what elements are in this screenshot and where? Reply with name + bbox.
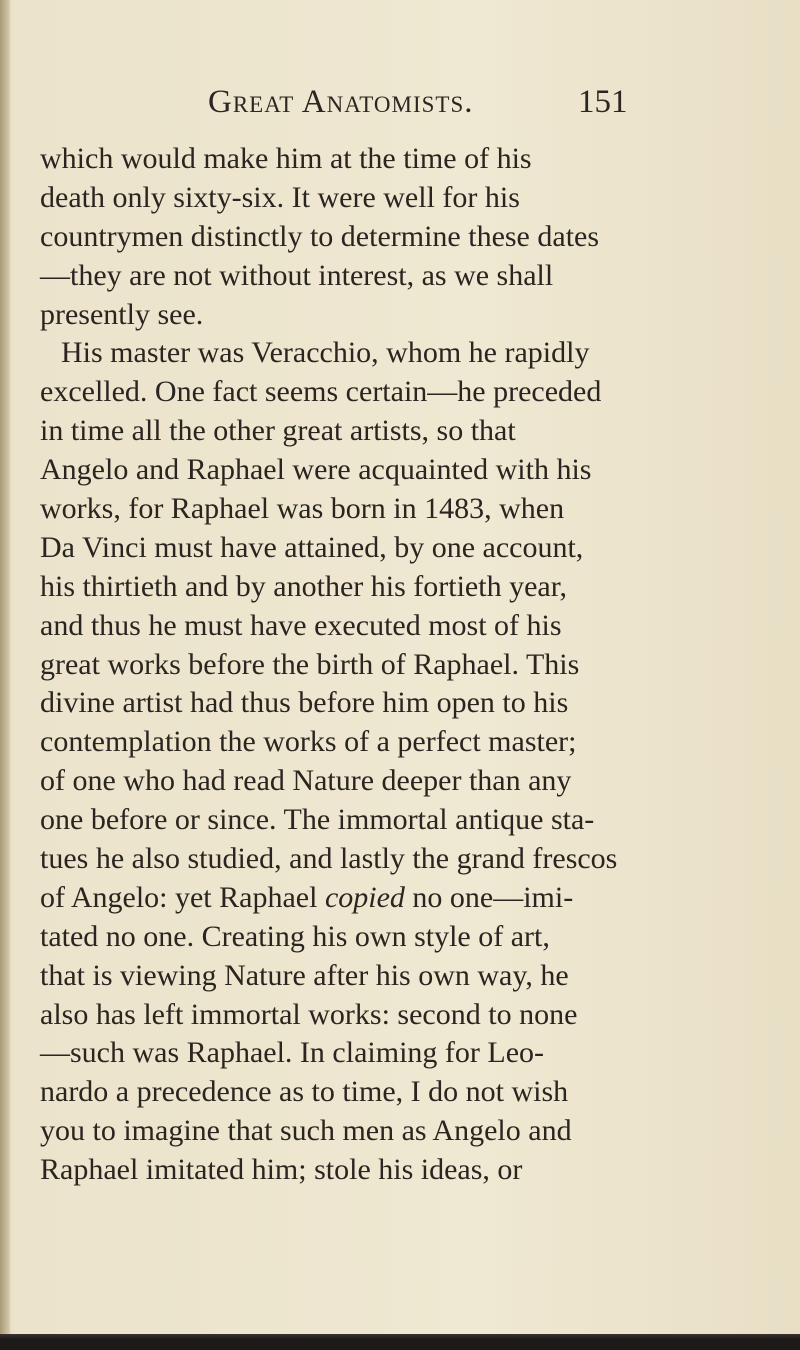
text-line: death only sixty-six. It were well for his <box>40 180 520 214</box>
text-line: Angelo and Raphael were acquainted with his <box>40 453 592 487</box>
text-line: divine artist had thus before him open to his <box>40 686 569 720</box>
text-line: works, for Raphael was born in 1483, when <box>40 492 565 526</box>
text-line: His master was Veracchio, whom he rapidly <box>61 336 590 370</box>
text-line: excelled. One fact seems certain—he preceded <box>40 375 602 409</box>
text-line: —such was Raphael. In claiming for Leo- <box>40 1036 545 1070</box>
text-line: presently see. <box>40 297 204 331</box>
page-gutter-shadow <box>0 0 10 1340</box>
text-line: his thirtieth and by another his fortieth year, <box>40 569 567 603</box>
text-line: countrymen distinctly to determine these dates <box>40 219 600 253</box>
page-number: 151 <box>578 84 628 120</box>
text-line: contemplation the works of a perfect master; <box>40 725 577 759</box>
text-line: Raphael imitated him; stole his ideas, or <box>40 1153 523 1187</box>
italic-word: copied <box>324 880 405 914</box>
text-line: in time all the other great artists, so that <box>40 414 516 448</box>
page-header <box>40 84 800 124</box>
text-line: great works before the birth of Raphael. This <box>40 647 580 681</box>
text-line: you to imagine that such men as Angelo and <box>40 1114 572 1148</box>
text-line: and thus he must have executed most of his <box>40 608 562 642</box>
body-text <box>40 140 790 1190</box>
text-line: that is viewing Nature after his own way, he <box>40 958 569 992</box>
text-line: Da Vinci must have attained, by one account, <box>40 530 584 564</box>
text-segment: of Angelo: yet Raphael <box>40 880 318 914</box>
text-line: tated no one. Creating his own style of art, <box>40 919 550 953</box>
text-segment: no one—imi- <box>404 880 574 914</box>
text-line: also has left immortal works: second to none <box>40 997 578 1031</box>
page-bottom-edge <box>0 1334 800 1350</box>
text-line: —they are not without interest, as we shall <box>40 258 554 292</box>
text-line-with-italic <box>40 879 790 918</box>
text-line: of one who had read Nature deeper than any <box>40 764 572 798</box>
running-title: Great Anatomists. <box>208 84 474 120</box>
text-line: nardo a precedence as to time, I do not wish <box>40 1075 569 1109</box>
text-line: tues he also studied, and lastly the grand frescos <box>40 842 618 876</box>
text-line: one before or since. The immortal antique sta- <box>40 803 595 837</box>
text-line: which would make him at the time of his <box>40 142 532 175</box>
